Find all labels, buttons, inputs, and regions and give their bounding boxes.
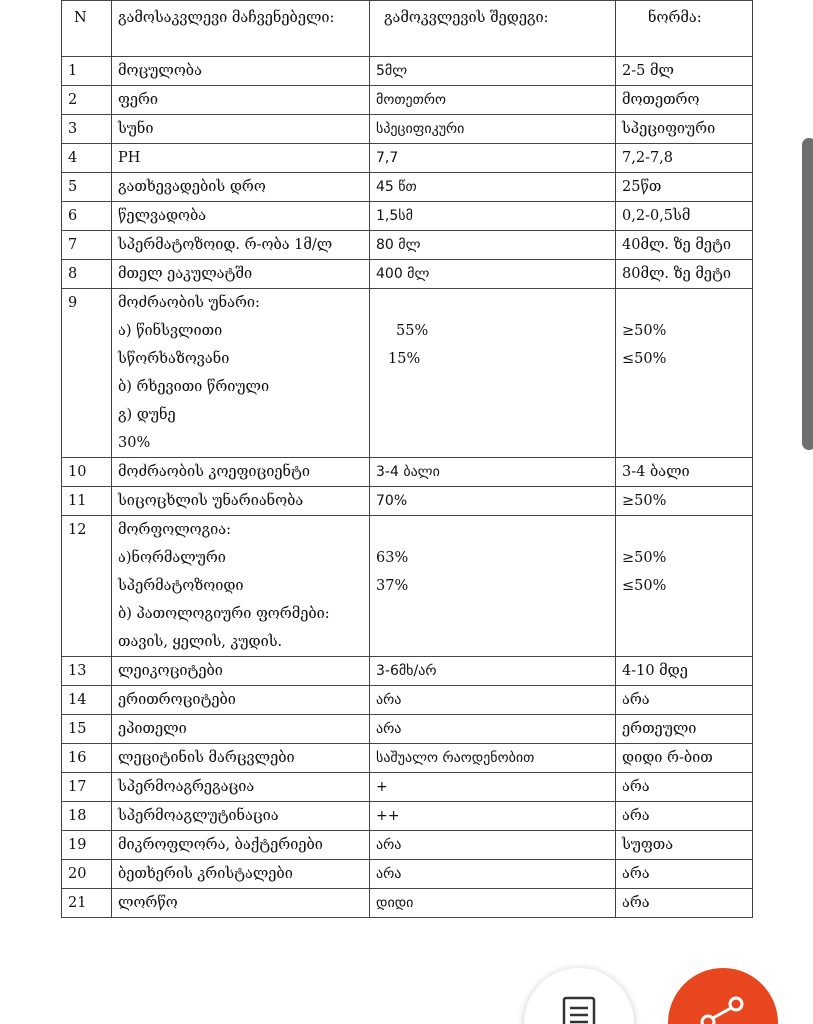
table-row — [62, 487, 753, 516]
row-result: 3-4 ბალი — [370, 458, 616, 487]
row-norm: ≥50% — [616, 487, 753, 516]
row-norm: 25წთ — [616, 173, 753, 202]
header-norm: ნორმა: — [616, 1, 753, 57]
morphology-a-value: 63% — [376, 550, 409, 566]
row-indicator: სპერმოაგრეგაცია — [112, 773, 370, 802]
table-row-morphology — [62, 516, 753, 657]
row-indicator: ბეთხერის კრისტალები — [112, 860, 370, 889]
row-indicator: PH — [112, 144, 370, 173]
row-result: 400 მლ — [370, 260, 616, 289]
row-number: 14 — [62, 686, 112, 715]
row-norm: 7,2-7,8 — [616, 144, 753, 173]
row-number: 13 — [62, 657, 112, 686]
motility-straight-norm: ≤50% — [622, 351, 667, 367]
row-norm — [616, 516, 753, 657]
row-norm: არა — [616, 802, 753, 831]
row-number: 20 — [62, 860, 112, 889]
row-number: 12 — [62, 516, 112, 657]
row-result: საშუალო რაოდენობით — [370, 744, 616, 773]
table-row — [62, 744, 753, 773]
row-result: + — [370, 773, 616, 802]
row-number: 7 — [62, 231, 112, 260]
morphology-a-norm: ≥50% — [622, 550, 667, 566]
row-number: 18 — [62, 802, 112, 831]
motility-straight-label: სწორხაზოვანი — [118, 351, 230, 367]
row-number: 1 — [62, 57, 112, 86]
row-number: 9 — [62, 289, 112, 458]
results-table — [61, 0, 753, 918]
morphology-sperm-norm: ≤50% — [622, 578, 667, 594]
row-norm — [616, 289, 753, 458]
table-row — [62, 173, 753, 202]
share-icon — [668, 968, 778, 1024]
row-number: 15 — [62, 715, 112, 744]
row-result: არა — [370, 831, 616, 860]
row-result: 1,5სმ — [370, 202, 616, 231]
row-number: 6 — [62, 202, 112, 231]
row-norm: სპეციფიური — [616, 115, 753, 144]
row-result: 5მლ — [370, 57, 616, 86]
motility-g-value: 30% — [118, 435, 151, 451]
row-result: არა — [370, 715, 616, 744]
row-indicator: მოძრაობის კოეფიციენტი — [112, 458, 370, 487]
row-indicator: ლორწო — [112, 889, 370, 918]
row-indicator: მთელ ეაკულატში — [112, 260, 370, 289]
row-norm: 3-4 ბალი — [616, 458, 753, 487]
row-indicator: წელვადობა — [112, 202, 370, 231]
row-result: არა — [370, 860, 616, 889]
table-row — [62, 715, 753, 744]
motility-straight-value: 15% — [388, 351, 421, 367]
motility-title: მოძრაობის უნარი: — [118, 295, 260, 311]
row-indicator: სპერმოაგლუტინაცია — [112, 802, 370, 831]
row-number: 8 — [62, 260, 112, 289]
table-row — [62, 144, 753, 173]
header-indicator: გამოსაკვლევი მაჩვენებელი: — [112, 1, 370, 57]
table-row — [62, 802, 753, 831]
table-row — [62, 231, 753, 260]
row-result — [370, 289, 616, 458]
morphology-b-detail: თავის, ყელის, კუდის. — [118, 634, 283, 650]
row-norm: 4-10 მდე — [616, 657, 753, 686]
table-row — [62, 657, 753, 686]
header-result: გამოკვლევის შედეგი: — [370, 1, 616, 57]
row-norm: 40მლ. ზე მეტი — [616, 231, 753, 260]
table-row — [62, 860, 753, 889]
table-row — [62, 115, 753, 144]
row-result: სპეციფიკური — [370, 115, 616, 144]
row-number: 5 — [62, 173, 112, 202]
morphology-b-label: ბ) პათოლოგიური ფორმები: — [118, 606, 330, 622]
row-indicator: ერითროციტები — [112, 686, 370, 715]
motility-b-label: ბ) რხევითი წრიული — [118, 379, 270, 395]
row-indicator: სპერმატოზოიდ. რ-ობა 1მ/ლ — [112, 231, 370, 260]
row-norm: არა — [616, 686, 753, 715]
row-result: არა — [370, 686, 616, 715]
row-norm: სუფთა — [616, 831, 753, 860]
row-indicator: მოცულობა — [112, 57, 370, 86]
row-result — [370, 516, 616, 657]
table-row — [62, 260, 753, 289]
morphology-sperm-value: 37% — [376, 578, 409, 594]
row-indicator: ლეიკოციტები — [112, 657, 370, 686]
table-header-row — [62, 1, 753, 57]
scrollbar-handle[interactable] — [802, 138, 813, 450]
row-number: 4 — [62, 144, 112, 173]
table-row — [62, 86, 753, 115]
row-number: 3 — [62, 115, 112, 144]
table-row — [62, 458, 753, 487]
row-indicator — [112, 289, 370, 458]
motility-a-label: ა) წინსვლითი — [118, 323, 223, 339]
motility-g-label: გ) დუნე — [118, 407, 176, 423]
table-row — [62, 773, 753, 802]
document-button[interactable] — [524, 968, 634, 1024]
row-number: 11 — [62, 487, 112, 516]
row-result: ++ — [370, 802, 616, 831]
row-norm: 80მლ. ზე მეტი — [616, 260, 753, 289]
row-number: 2 — [62, 86, 112, 115]
motility-a-norm: ≥50% — [622, 323, 667, 339]
morphology-title: მორფოლოგია: — [118, 522, 231, 538]
row-indicator: სუნი — [112, 115, 370, 144]
header-n: N — [62, 1, 112, 57]
share-button[interactable] — [668, 968, 778, 1024]
row-norm: ერთეული — [616, 715, 753, 744]
row-number: 19 — [62, 831, 112, 860]
row-indicator: ეპითელი — [112, 715, 370, 744]
table-row — [62, 831, 753, 860]
row-result: 70% — [370, 487, 616, 516]
morphology-sperm-label: სპერმატოზოიდი — [118, 578, 244, 594]
table-row-motility — [62, 289, 753, 458]
row-norm: არა — [616, 773, 753, 802]
row-norm: 2-5 მლ — [616, 57, 753, 86]
row-result: 45 წთ — [370, 173, 616, 202]
row-norm: არა — [616, 889, 753, 918]
row-norm: არა — [616, 860, 753, 889]
row-indicator: მიკროფლორა, ბაქტერიები — [112, 831, 370, 860]
table-row — [62, 686, 753, 715]
row-indicator: ლეციტინის მარცვლები — [112, 744, 370, 773]
row-norm: დიდი რ-ბით — [616, 744, 753, 773]
motility-a-value: 55% — [396, 323, 429, 339]
table-row — [62, 57, 753, 86]
row-result: 3-6მხ/არ — [370, 657, 616, 686]
row-norm: მოთეთრო — [616, 86, 753, 115]
row-result: 80 მლ — [370, 231, 616, 260]
table-row — [62, 889, 753, 918]
table-row — [62, 202, 753, 231]
row-result: 7,7 — [370, 144, 616, 173]
row-number: 10 — [62, 458, 112, 487]
row-number: 21 — [62, 889, 112, 918]
row-result: დიდი — [370, 889, 616, 918]
row-number: 16 — [62, 744, 112, 773]
row-norm: 0,2-0,5სმ — [616, 202, 753, 231]
document-list-icon — [524, 968, 634, 1024]
row-indicator: სიცოცხლის უნარიანობა — [112, 487, 370, 516]
morphology-a-label: ა)ნორმალური — [118, 550, 226, 566]
row-number: 17 — [62, 773, 112, 802]
row-indicator: ფერი — [112, 86, 370, 115]
row-indicator — [112, 516, 370, 657]
row-result: მოთეთრო — [370, 86, 616, 115]
row-indicator: გათხევადების დრო — [112, 173, 370, 202]
